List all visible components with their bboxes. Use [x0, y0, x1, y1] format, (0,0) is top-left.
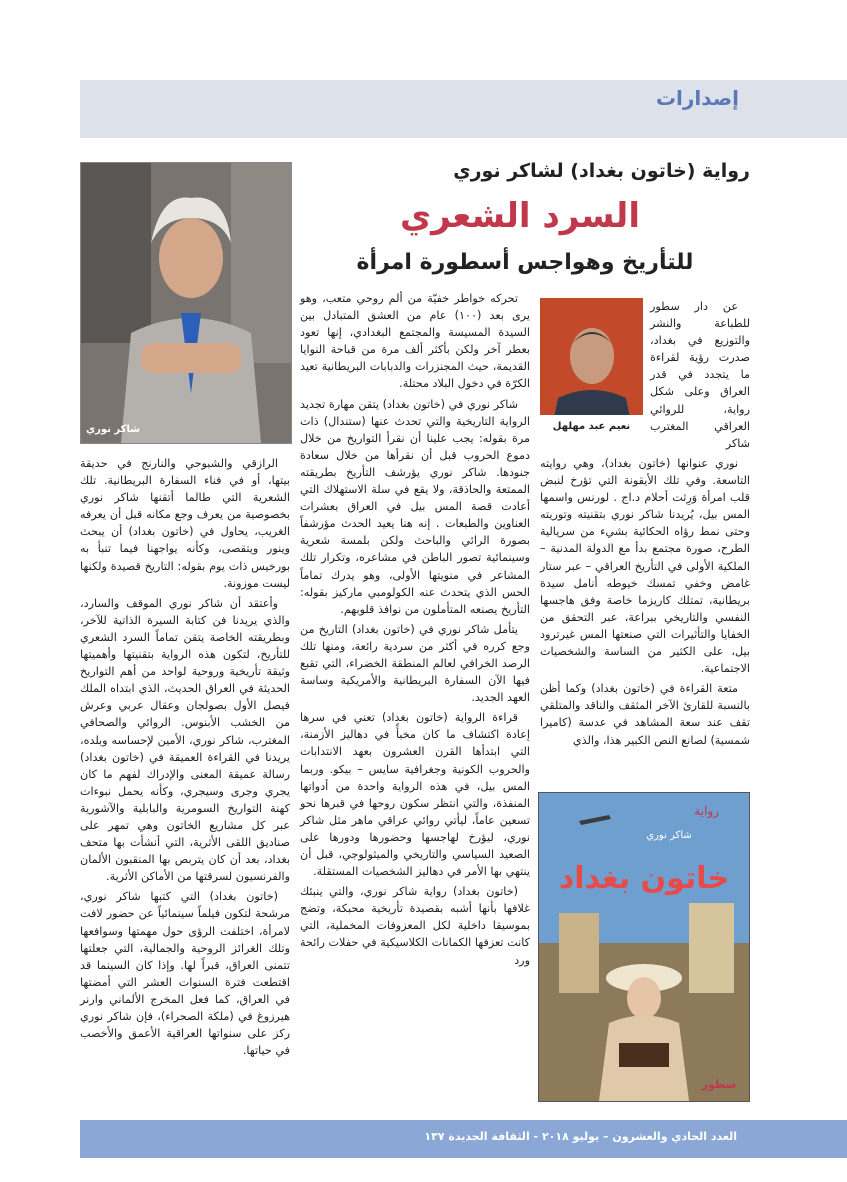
- paragraph: متعة القراءة في (خاتون بغداد) وكما أظن بالنسبة للقارئ الآخر المثقف والناقد والمتلقي تقف عند سعة المشاهد في عدسة (كاميرا شمسية) لصانع النص الكبير هذا، والذي: [540, 682, 750, 747]
- paragraph: وأعتقد أن شاكر نوري الموقف والسارد، والذي يريدنا فن كتابة السيرة الذاتية للآخر، وبطريقته الخاصة يتقن تماماً السرد الشعري للتأريخ، لتكون هذه الرواية بتقنيتها وأهميتها وثيقة تأريخية وروحية لواحد من أهم التواريخ الحديثة في العراق الحديث، الذي ابتداه الملك فيصل الأول بصولجان وعقال عربي وعرش من الخشب الأبنوس. الروائي والصحافي المغترب، شاكر نوري، الأمين لإحساسه وبلده، يريدنا في القراءة العميقة في (خاتون بغداد) رسالة عميقة المعنى والإدراك لفهم ما كان يجري وجرى وسيجري، وكأنه يحمل نبوءات كهنة التواريخ السومرية والبابلية والآشورية عبر كل مشاريع الخاتون وهي تمهر على صناديق اللقى الأثرية، التي أنشأت بها متحف بغداد، بعد أن كان يتربص بها المنقبون الألمان والفرنسيون لسرقتها من الأماكن الأثرية.: [80, 596, 290, 884]
- article-column-left: [80, 455, 290, 1100]
- photo-caption: شاكر نوري: [86, 424, 141, 435]
- paragraph: عن دار سطور للطباعة والنشر والتوزيع في بغداد، صدرت رؤية لقراءة ما يتجدد في قدر العراق وعلى شكل رواية، للروائي العراقي المغترب شاكر: [650, 300, 750, 450]
- article-title: السرد الشعري: [400, 196, 640, 236]
- book-label: رواية: [694, 804, 719, 818]
- paragraph: الرازقي والشبوحي والنارنج في حديقة بيتها، أو في فناء السفارة البريطانية. تلك الشعرية التي طالما أتقنها شاكر نوري بخصوصية من يعرف وجع مكانه قبل أن يعرفه الغريب، يحاول في (خاتون بغداد) أن يبحث وينور ويتقصى، وكأنه يواجهنا فيما تنبأ به بورخيس ذات يوم بقوله: التاريخ قصيدة ولكنها ليست موزونة.: [80, 457, 290, 590]
- book-title: خاتون بغداد: [558, 861, 730, 896]
- article-subtitle: للتأريخ وهواجس أسطورة امرأة: [356, 250, 694, 275]
- footer-text: العدد الحادي والعشرون – يوليو ٢٠١٨ - الثقافة الجديدة ١٣٧: [424, 1130, 737, 1143]
- paragraph: تحركه خواطر خفيّة من ألم روحي متعب، وهو يرى بعد (١٠٠) عام من العشق المتبادل بين السيدة المسيسة والمجتمع البغدادي، إنها تعود بعطر آخر ولكن بأكثر ألف مرة من قباحة النوايا القديمة، حيث المجنزرات والدبابات البريطانية تعيد الكرّة في دخول البلاد محتلة.: [300, 292, 531, 391]
- book-cover-image: [538, 792, 750, 1102]
- article-column-middle: [300, 290, 530, 1110]
- author-caption: نعيم عبد مهلهل: [540, 415, 643, 439]
- paragraph: (خاتون بغداد) التي كتبها شاكر نوري، مرشحة لتكون فيلماً سينمائياً عن حضور لافت لامرأة، اختلفت الرؤى حول مهمتها وسوافعها وتلك الغرائز الروحية والجمالية، التي جعلتها تتمنى العراق، قبراً لها. وإذا كان السينما قد اقتطعت فترة السنوات العشر التي أمضتها في العراق، كما فعل المخرج الألماني وارنر هيرزوغ في (ملكة الصحراء)، فإن شاكر نوري ركز على سنواتها العراقية الأعمق والأخصب في حياتها.: [80, 890, 290, 1058]
- paragraph: نوري عنوانها (خاتون بغداد)، وهي روايته التاسعة. وفي تلك الأيقونة التي تؤرخ لنبض قلب امرأة وَرِثت أحلام د.اج . لورنس واسمها المس بيل، يُريدنا شاكر نوري بتقنيته وتوريته وحتى نمط رؤاه الحكائية بشيء من سريالية الطرح، صورة مجتمع بدأ مع الدولة المدنية – الملكية الأولى في التأريخ العراقي – عبر ستار غامض وخفي تمسك خيوطه أنامل سيدة بريطانية، تمتلك كاريزما خاصة وفق هاجسها النفسي والتاريخي ببراعة، عبر التحقق من الخفايا والتأثيرات التي صنعتها المس غيرترود بيل، على الكثير من الساسة والشخصيات الاجتماعية.: [540, 457, 750, 676]
- article-column-right-intro: [650, 298, 750, 450]
- paragraph: (خاتون بغداد) رواية شاكر نوري، والتي ينبئك غلافها بأنها أشبه بقصيدة تأريخية محبكة، وتضج بموسيقا داخلية لكل المعزوفات المخملية، التي كانت تعزفها الكمانات الكلاسيكية في حفلات رائحة ورد: [300, 885, 530, 967]
- paragraph: قراءة الرواية (خاتون بغداد) تعني في سرها إعادة اكتشاف ما كان مخبأً في دهاليز الأزمنة، التي ابتدأها القرن العشرون بعهد الانتدابات والحروب الكونية وجغرافية سايس – بيكو. وربما المس بيل، في هذه الرواية واحدة من أدواتها المنفذة، والتي انتظر سكون روحها في قبرها نحو تسعين عاماً، ليأتي روائي عراقي ماهر مثل شاكر نوري، ليؤرخ لهاجسها وحضورها ودورها على الصعيد السياسي والتاريخي والميثولوجي، قبل أن ينتهي بها الأمر في دهاليز الشخصيات المستقلة.: [300, 711, 530, 879]
- paragraph: شاكر نوري في (خاتون بغداد) يتقن مهارة تجديد الرواية التاريخية والتي تحدث عنها (ستندال) ذات مرة بقوله: يجب علينا أن نقرأ التواريخ من خلال دموع الحروب قبل أن نقرأها من خلال سعادة جنودها. شاكر نوري يؤرشف التأريخ بطريقته الممتعة والحاذقة، ولا يقع في سلة الاستهلاك التي أعادت قصة المس بيل في العراق بعشرات العناوين والطبعات . إنه هنا يعيد الحدث مؤرشفاً بصورة الرائي والباحث ولكن بلمسة شعرية وسينمائية تصور الباطن في مشاعره، وتكرار تلك المشاعر في منويتها الأولى، وهو يدرك تماماً الحس الذي يتحدث عنه الكولومبي ماركيز بقوله: التأريخ يصنعه المتأملون من نوافذ قلوبهم.: [300, 397, 530, 616]
- section-label: إصدارات: [655, 86, 739, 110]
- book-publisher: سطور: [701, 1078, 737, 1091]
- author-portrait-photo: [80, 162, 292, 444]
- article-supertitle: رواية (خاتون بغداد) لشاكر نوري: [453, 160, 750, 182]
- book-author: شاكر نوري: [646, 830, 692, 841]
- paragraph: يتأمل شاكر نوري في (خاتون بغداد) التاريخ من وجع كرره في أكثر من سردية رائعة، ومنها تلك الرصد الخرافي لعالم المنطقة الخضراء، التي تقبع فيها الآن السفارة البريطانية والأمريكية وساسة العهد الجديد.: [300, 622, 530, 705]
- article-column-right: [540, 455, 750, 790]
